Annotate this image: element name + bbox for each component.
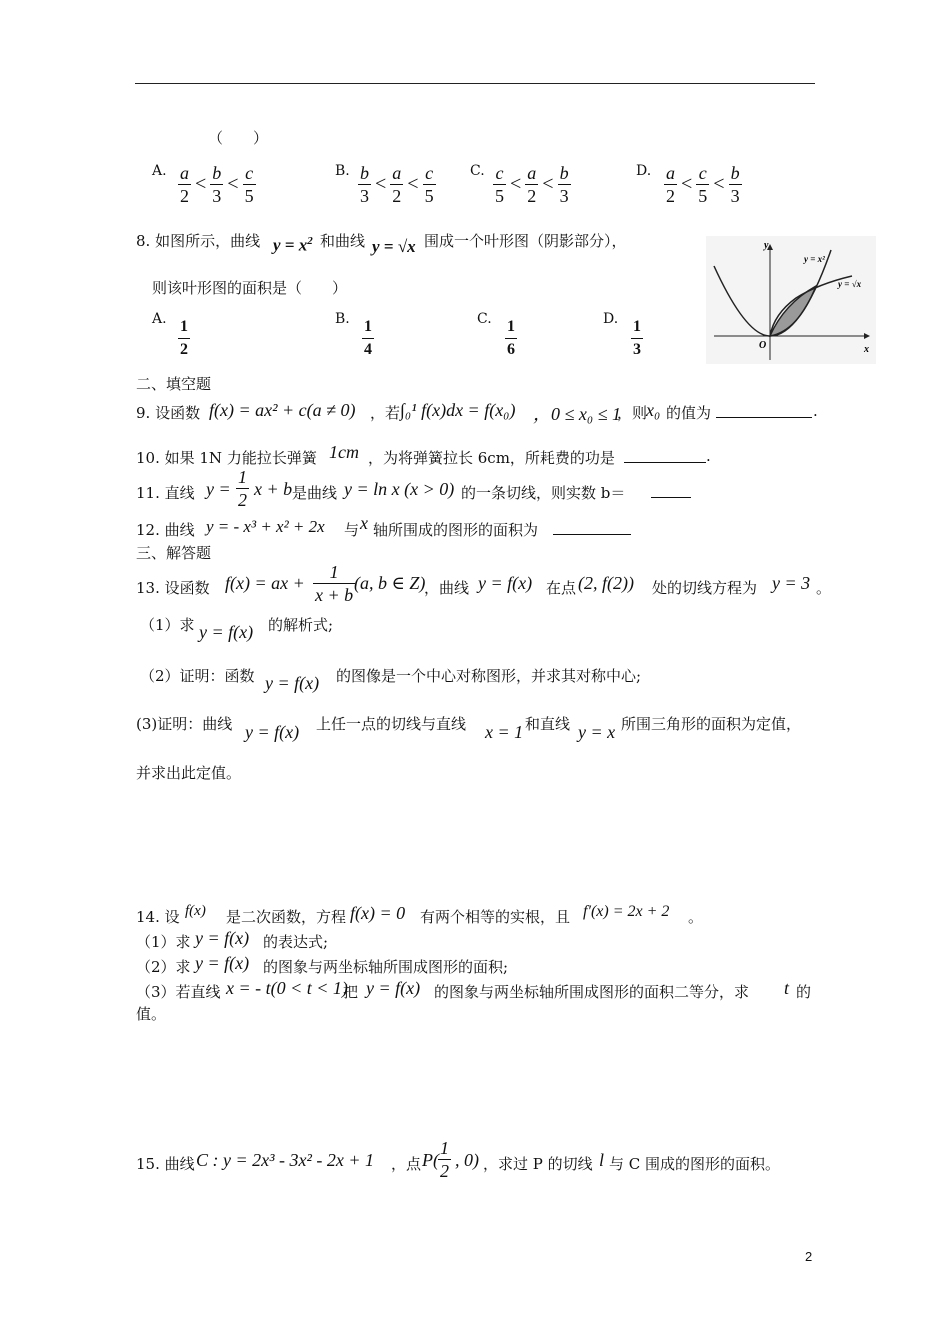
q7-fraction [178,162,191,207]
q8-option-a-frac [178,316,190,361]
q14-p2-expr: y = f(x) [195,953,250,973]
q7-fraction-den: 5 [495,186,504,206]
q7-less-than-sign: < [713,173,725,195]
q8-option-b-den: 4 [364,341,372,358]
q7-fraction-den: 3 [730,186,740,206]
q7-fraction-num: b [730,163,740,183]
q14-p3-line2: 值。 [136,1005,167,1023]
q14-p3-expr2: y = f(x) [366,978,421,998]
q12-mid: 与 [344,521,360,539]
q7-option-b-expr [358,162,436,207]
q7-option-d-expr [664,162,742,207]
q9-dot: . [813,402,818,420]
q7-option-b-label: B. [335,163,350,179]
q7-fraction-num: b [360,163,369,183]
q14-line1-end: 。 [688,908,704,926]
q14-p3-mid: 把 [343,983,359,1001]
q9-var: x₀ [646,400,661,420]
q11-curve: y = ln x (x > 0) [344,479,455,499]
q13-point: (2, f(2)) [578,573,634,593]
q7-fraction-num: a [527,163,537,183]
q7-option-b [335,160,350,179]
q7-fraction-num: b [212,163,222,183]
q8-option-c-num: 1 [505,316,517,339]
q11-frac-num: 1 [238,467,247,487]
q12-curve: y = - x³ + x² + 2x [206,517,325,536]
header-rule [135,83,815,84]
q9-mid: ，若 [370,404,401,422]
q13-tan-eq: y = 3 [772,573,811,593]
q14-line1-mid: 是二次函数，方程 [226,908,347,926]
q7-less-than-sign: < [542,173,554,195]
q13-prefix: 13. 设函数 [136,579,210,597]
q11-frac-den: 2 [238,490,247,510]
q11-answer-blank[interactable] [651,483,691,502]
q7-option-c-expr [493,162,571,207]
leaf-figure-y-label: y [764,240,769,251]
q7-fraction-num: c [493,162,506,185]
leaf-figure [706,236,876,364]
q14-p2-prefix: （2）求 [136,958,191,976]
q15-frac [438,1137,451,1182]
q13-p3-mid: 上任一点的切线与直线 [316,715,467,733]
q7-fraction-den: 2 [527,186,537,206]
q7-option-a-label: A. [152,163,167,179]
q13-tan: 处的切线方程为 [652,579,758,597]
q14-line1-eq: f(x) = 0 [350,903,406,923]
q8-option-b-frac [362,316,374,361]
q8-mid: 和曲线 [320,232,366,250]
q15-end: 与 C 围成的图形的面积。 [609,1155,781,1173]
q10-prefix: 10. 如果 1N 力能拉长弹簧 [136,449,317,467]
q14-p1-expr: y = f(x) [195,928,250,948]
q7-fraction [493,162,506,207]
q9-answer-blank[interactable] [716,403,812,422]
q13-p3-expr: y = f(x) [245,722,300,742]
q13-mid: ，曲线 [424,579,470,597]
q13-p3-suffix: 所围三角形的面积为定值， [621,715,802,733]
q12-axis: x [360,513,368,533]
q14-p3-end: 的 [796,983,812,1001]
q15-frac-num: 1 [440,1138,449,1158]
q11-suffix: 的一条切线，则实数 b＝ [461,484,626,502]
q8-option-b-label: B. [335,311,350,327]
q8-option-c-frac [505,316,517,361]
q14-p1-suffix: 的表达式; [263,933,329,951]
q13-frac-den: x + b [315,585,354,605]
q8-curve2: y = √x [372,237,416,256]
q7-fraction-num: a [392,163,402,183]
q7-fraction-num: b [559,163,569,183]
q7-fraction [423,162,436,207]
q8-prefix: 8. 如图所示，曲线 [136,232,261,250]
q8-curve1 [273,235,313,256]
q14-line1-deriv: f′(x) = 2x + 2 [583,903,670,920]
q7-fraction-den: 3 [212,186,222,206]
q7-fraction [696,162,709,207]
q13-p3-line1: x = 1 [485,722,524,742]
q14-p1-prefix: （1）求 [136,933,191,951]
q12-answer-blank[interactable] [553,520,631,539]
q7-fraction [358,162,371,207]
leaf-figure-parabola-label: y = x² [804,254,825,264]
q7-less-than-sign: < [227,173,239,195]
q15-curve: C : y = 2x³ - 3x² - 2x + 1 [196,1150,375,1170]
leaf-figure-sqrt-label: y = √x [838,279,862,289]
q11-frac [236,466,249,511]
q11-eq-right: x + b [254,479,293,499]
q7-less-than-sign: < [681,173,693,195]
q7-fraction-den: 3 [559,186,569,206]
q13-p2-prefix: （2）证明：函数 [140,667,255,685]
q7-fraction-den: 5 [698,186,708,206]
q7-fraction-num: c [423,162,436,185]
q7-option-d-label: D. [636,163,652,179]
q10-dot: . [706,447,711,465]
page-number: 2 [805,1249,813,1264]
q8-option-c-label: C. [477,311,492,327]
q11-mid: 是曲线 [292,484,338,502]
q14-line1-prefix: 14. 设 [136,908,180,926]
q7-fraction [664,162,677,207]
q8-curve1-text: y = x [273,235,308,255]
q13-frac [313,561,355,606]
q11-eq-left: y = [206,479,231,499]
q7-less-than-sign: < [510,173,522,195]
q7-option-a [152,160,167,179]
q7-option-d [636,160,651,179]
q7-fraction-num: a [666,163,675,183]
q7-option-c-label: C. [470,163,485,179]
q8-option-a-den: 2 [180,341,188,358]
q8-curve1-sup: 2 [307,235,313,247]
q13-at: 在点 [546,579,577,597]
q7-fraction-den: 2 [666,186,675,206]
q7-fraction-den: 5 [424,186,434,206]
q15-frac-den: 2 [440,1161,449,1181]
q13-curve: y = f(x) [478,573,533,593]
q12-suffix: 轴所围成的图形的面积为 [373,521,539,539]
q14-p3-prefix: （3）若直线 [136,983,221,1001]
q13-p3-line2: y = x [578,722,616,742]
q13-p2-expr: y = f(x) [265,673,320,693]
q10-unit: 1cm [329,442,359,462]
q9-suffix: ，则 [617,404,648,422]
q8-option-d-den: 3 [633,341,641,358]
q13-p1-expr: y = f(x) [199,622,254,642]
q8-suffix: 围成一个叶形图（阴影部分）， [424,232,627,250]
q14-p3-expr: x = - t(0 < t < 1) [226,978,348,998]
q8-option-a-num: 1 [178,316,190,339]
q7-fraction-den: 2 [392,186,402,206]
q8-line2: 则该叶形图的面积是（ ） [152,279,348,297]
q12-prefix: 12. 曲线 [136,521,195,539]
q13-p3-prefix: (3)证明：曲线 [136,715,233,733]
q10-suffix: ，为将弹簧拉长 6cm，所耗费的功是 [368,449,615,467]
q11-prefix: 11. 直线 [136,484,195,502]
q8-option-c-den: 6 [507,341,515,358]
q8-option-b-num: 1 [362,316,374,339]
q7-fraction-den: 5 [244,186,254,206]
q13-end: 。 [816,579,832,597]
q14-p2-suffix: 的图象与两坐标轴所围成图形的面积; [263,958,509,976]
q8-option-d-num: 1 [631,316,643,339]
q13-p1-suffix: 的解析式; [268,616,334,634]
q7-answer-paren: （ ） [208,129,269,147]
q14-p3-suffix: 的图象与两坐标轴所围成图形的面积二等分，求 [434,983,750,1001]
q15-point-left: P( [422,1150,439,1170]
q10-answer-blank[interactable] [624,448,706,467]
q7-fraction [525,162,538,207]
q7-less-than-sign: < [407,173,419,195]
q9-end: 的值为 [666,404,712,422]
q7-fraction-num: a [180,163,189,183]
section-fill-blank: 二、填空题 [136,375,212,393]
q14-line1-mid2: 有两个相等的实根，且 [420,908,571,926]
q8-option-a-label: A. [152,311,167,327]
q7-fraction [390,162,403,207]
q13-func-right: (a, b ∈ Z) [354,573,426,593]
q7-option-c [470,160,485,179]
q14-line1-fn: f(x) [185,903,206,919]
q15-line-var: l [599,1150,605,1170]
q9-prefix: 9. 设函数 [136,404,201,422]
section-answer: 三、解答题 [136,544,212,562]
q7-option-a-expr [178,162,256,207]
q15-prefix: 15. 曲线 [136,1155,195,1173]
q13-frac-num: 1 [313,561,355,584]
q7-fraction [558,162,571,207]
q7-fraction-num: c [696,162,709,185]
q7-fraction-den: 2 [180,186,189,206]
q7-fraction-num: c [243,162,256,185]
q13-p3-and: 和直线 [525,715,571,733]
q15-mid: ，点 [391,1155,422,1173]
q15-suffix: ，求过 P 的切线 [483,1155,593,1173]
q8-option-d-label: D. [603,311,619,327]
q13-func-left: f(x) = ax + [225,573,305,593]
q7-fraction [243,162,256,207]
q7-less-than-sign: < [195,173,207,195]
q7-fraction-den: 3 [360,186,369,206]
q9-cond: ，0 ≤ x₀ ≤ 1 [533,404,622,424]
q7-less-than-sign: < [375,173,387,195]
q8-option-d-frac [631,316,643,361]
q13-p3-line2text: 并求出此定值。 [136,764,242,782]
leaf-figure-x-label: x [864,344,869,355]
q9-integral: ∫₀¹ f(x)dx = f(x₀) [400,400,516,420]
q7-fraction [729,162,742,207]
q13-p2-suffix: 的图像是一个中心对称图形，并求其对称中心; [336,667,642,685]
q8-stem [136,230,260,251]
q9-func: f(x) = ax² + c(a ≠ 0) [209,400,356,420]
leaf-figure-origin: O [759,340,767,351]
q7-fraction [210,162,223,207]
q13-p1-prefix: （1）求 [140,616,195,634]
q15-point-right: , 0) [455,1150,479,1170]
q14-p3-var: t [784,978,790,998]
